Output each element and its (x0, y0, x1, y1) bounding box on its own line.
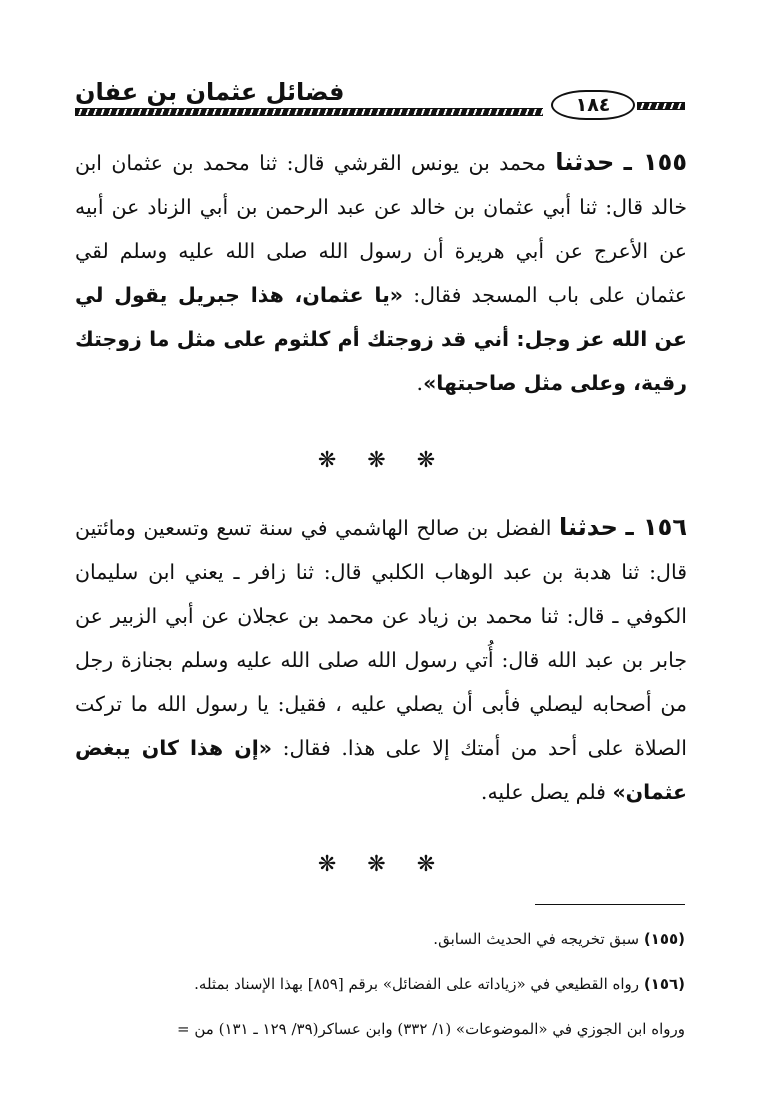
page-number: ١٨٤ (551, 90, 635, 120)
footnote-156 (50, 973, 685, 995)
hadith-155 (75, 140, 687, 405)
hadith-text: محمد بن يونس القرشي قال: ثنا محمد بن عثمان ابن خالد قال: ثنا أبي عثمان بن خالد عن عبد الرحمن بن أبي الزناد عن أبيه عن الأعرج عن أبي هريرة أن رسول الله صلى الله عليه وسلم لقي عثمان على باب المسجد فقال: (75, 151, 687, 307)
header-rule-right (637, 102, 685, 110)
hadith-number: ١٥٦ ـ (625, 513, 687, 541)
hadith-lead: حدثنا (555, 148, 615, 176)
footnote-number: (١٥٥) (643, 930, 685, 948)
hadith-quote: «يا عثمان، هذا جبريل يقول لي عن الله عز وجل: أني قد زوجتك أم كلثوم على مثل ما زوجتك رقية، وعلى مثل صاحبتها» (75, 283, 687, 395)
footnote-text: رواه القطيعي في «زياداته على الفضائل» برقم [٨٥٩] بهذا الإسناد بمثله. (194, 975, 640, 993)
page-header (75, 78, 685, 118)
footnote-156-cont (50, 1018, 685, 1040)
footnote-rule (535, 904, 685, 905)
section-separator: ❋ ❋ ❋ (317, 852, 448, 877)
header-rule (75, 108, 543, 116)
footnote-number: (١٥٦) (643, 975, 685, 993)
hadith-text-end: . (416, 371, 424, 395)
hadith-number: ١٥٥ ـ (623, 148, 687, 176)
hadith-lead: حدثنا (558, 513, 618, 541)
footnote-text: ورواه ابن الجوزي في «الموضوعات» (١/ ٣٣٢) وابن عساكر(٣٩/ ١٢٩ ـ ١٣١) من = (177, 1020, 685, 1038)
hadith-text: الفضل بن صالح الهاشمي في سنة تسع وتسعين ومائتين قال: ثنا هدبة بن عبد الوهاب الكلبي قال: ثنا زافر ـ يعني ابن سليمان الكوفي ـ قال: ثنا محمد بن زياد عن محمد بن عجلان عن أبي الزبير عن جابر بن عبد الله قال: أُتي رسول الله صلى الله عليه وسلم بجنازة رجل من أصحابه ليصلي فأبى أن يصلي عليه ، فقيل: يا رسول الله ما تركت الصلاة على أحد من أمتك إلا على هذا. فقال: (75, 516, 688, 760)
hadith-text-end: فلم يصل عليه. (480, 780, 606, 804)
footnote-155 (50, 928, 685, 950)
hadith-156 (75, 505, 687, 814)
section-separator: ❋ ❋ ❋ (317, 448, 448, 473)
running-title: فضائل عثمان بن عفان (75, 78, 345, 106)
hadith-quote: «إن هذا كان يبغض عثمان» (75, 736, 687, 804)
footnote-text: سبق تخريجه في الحديث السابق. (433, 930, 640, 948)
